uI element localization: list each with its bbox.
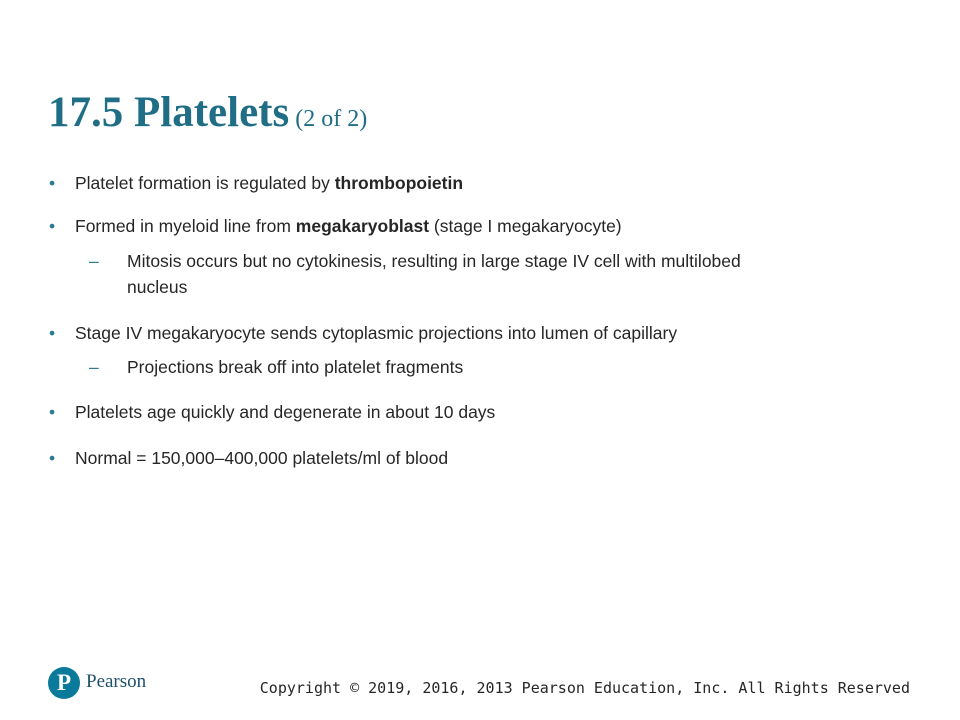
bullet-dot: • <box>49 323 56 343</box>
bullet-dot: • <box>49 448 56 468</box>
sub-bullet-continuation: nucleus <box>127 277 188 297</box>
pearson-wordmark: Pearson <box>86 671 147 692</box>
copyright-notice: Copyright © 2019, 2016, 2013 Pearson Education, Inc. All Rights Reserved <box>259 679 910 697</box>
bullet-item: • Formed in myeloid line from megakaryoblast (stage I megakaryocyte) <box>75 213 622 239</box>
bold-term: thrombopoietin <box>334 173 464 193</box>
bullet-item: • Normal = 150,000–400,000 platelets/ml of blood <box>75 445 448 471</box>
bullet-dot: • <box>49 402 56 422</box>
bullet-dot: • <box>49 216 56 236</box>
bullet-item: • Platelet formation is regulated by thrombopoietin <box>75 170 463 196</box>
title-subtitle: (2 of 2) <box>295 106 368 132</box>
pearson-logo-letter: P <box>56 670 72 695</box>
sub-bullet-dash: – <box>89 357 99 377</box>
bullet-item: • Platelets age quickly and degenerate in about 10 days <box>75 399 495 425</box>
bold-term: megakaryoblast <box>295 216 430 236</box>
sub-bullet-dash: – <box>89 251 99 271</box>
title-main: 17.5 Platelets <box>48 89 290 136</box>
bullet-dot: • <box>49 173 56 193</box>
bullet-item: • Stage IV megakaryocyte sends cytoplasmic projections into lumen of capillary <box>75 320 677 346</box>
sub-bullet-item: – Projections break off into platelet fragments <box>127 354 463 380</box>
sub-bullet-item: – Mitosis occurs but no cytokinesis, resulting in large stage IV cell with multilobed <box>127 248 741 274</box>
